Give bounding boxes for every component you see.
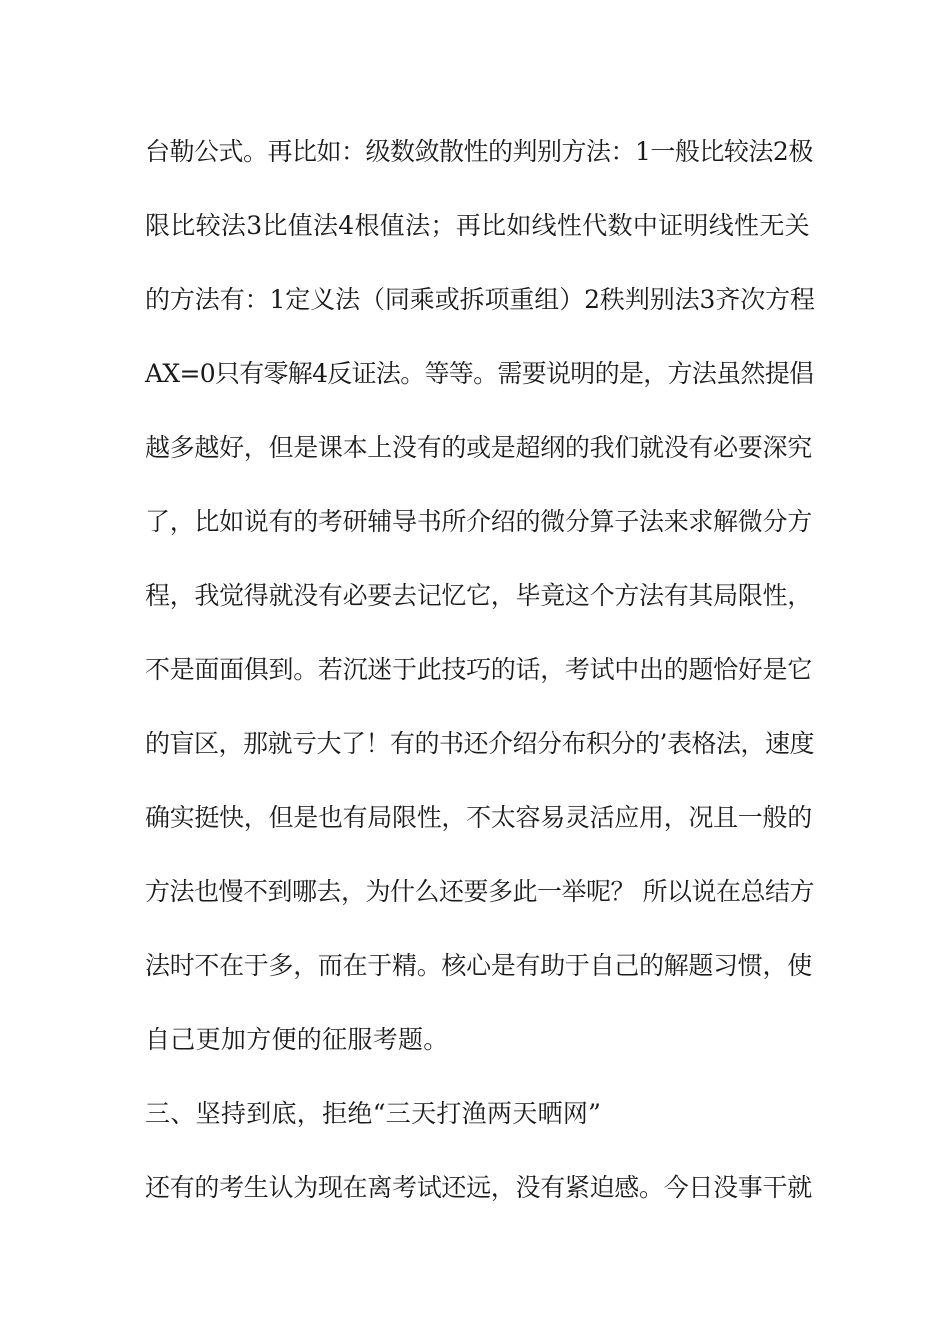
text-line: 限比较法3比值法4根值法；再比如线性代数中证明线性无关 (145, 211, 810, 240)
text-line: 程，我觉得就没有必要去记忆它，毕竟这个方法有其局限性， (145, 581, 812, 610)
text-line: 法时不在于多，而在于精。核心是有助于自己的解题习惯，使 (145, 951, 812, 980)
text-line: 自己更加方便的征服考题。 (145, 1025, 449, 1054)
text-line: 了，比如说有的考研辅导书所介绍的微分算子法来求解微分方 (145, 507, 812, 536)
section-heading: 三、坚持到底，拒绝“三天打渔两天晒网” (145, 1099, 602, 1128)
text-line: 的盲区，那就亏大了！有的书还介绍分布积分的’表格法，速度 (145, 729, 814, 758)
text-line: 不是面面俱到。若沉迷于此技巧的话，考试中出的题恰好是它 (145, 655, 812, 684)
text-line: AX=0只有零解4反证法。等等。需要说明的是，方法虽然提倡 (145, 359, 814, 388)
text-line: 确实挺快，但是也有局限性，不太容易灵活应用，况且一般的 (145, 803, 812, 832)
text-line: 越多越好，但是课本上没有的或是超纲的我们就没有必要深究 (145, 433, 812, 462)
text-line: 台勒公式。再比如：级数敛散性的判别方法：1一般比较法2极 (145, 137, 813, 166)
text-line: 方法也慢不到哪去，为什么还要多此一举呢？ 所以说在总结方 (145, 877, 814, 906)
text-line: 的方法有：1定义法（同乘或拆项重组）2秩判别法3齐次方程 (145, 285, 815, 314)
text-line: 还有的考生认为现在离考试还远，没有紧迫感。今日没事干就 (145, 1173, 812, 1202)
